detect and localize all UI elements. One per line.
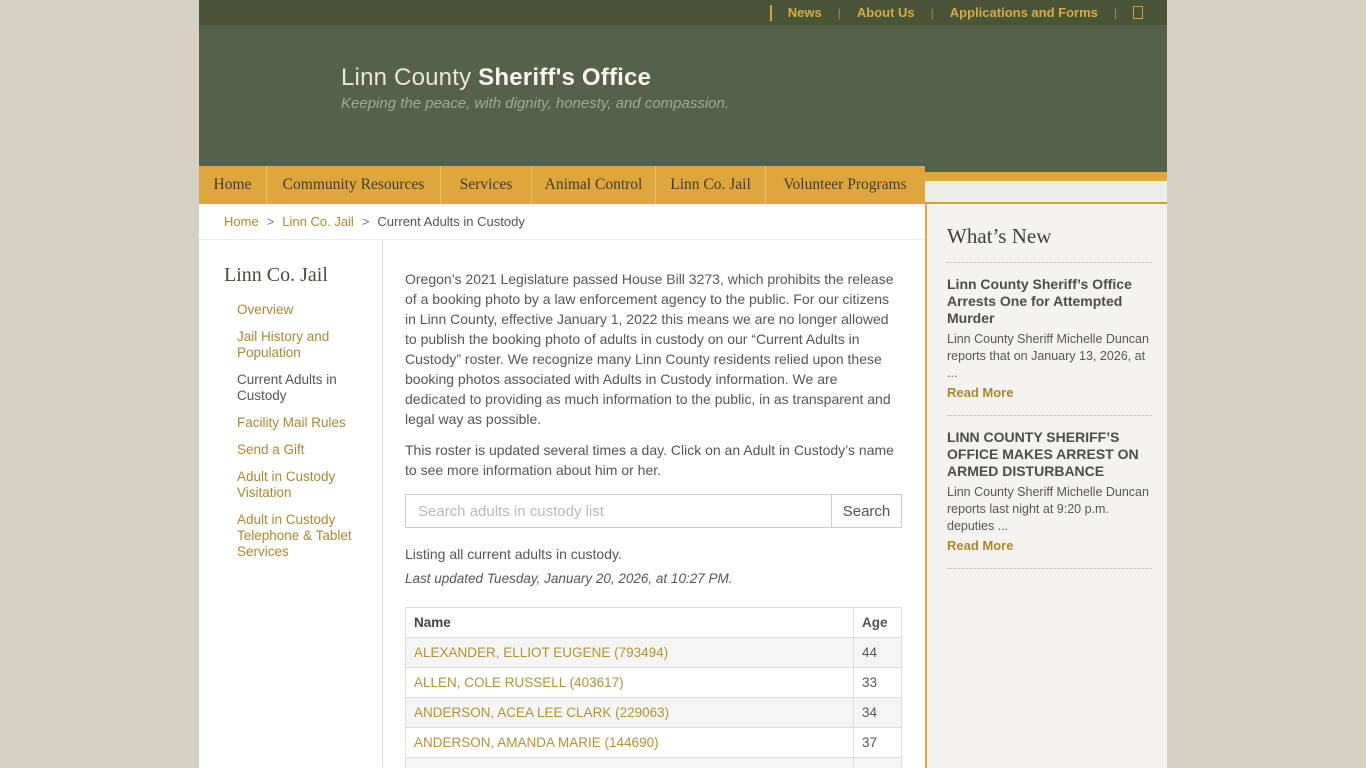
content-row (199, 204, 1167, 768)
nav-tab-volunteer-programs[interactable]: Volunteer Programs (783, 176, 907, 193)
inmate-age: 33 (854, 668, 902, 698)
breadcrumb (199, 204, 925, 240)
inmate-age: 37 (854, 728, 902, 758)
table-row (406, 698, 902, 728)
nav-tab-linn-co-jail[interactable]: Linn Co. Jail (656, 166, 766, 204)
breadcrumb-separator: > (361, 214, 370, 229)
table-header-age: Age (854, 608, 902, 638)
topbar-separator: | (930, 5, 934, 20)
read-more-link[interactable]: Read More (947, 538, 1014, 553)
custody-search-input[interactable] (405, 494, 832, 528)
inmate-age: 34 (854, 698, 902, 728)
news-item (947, 276, 1152, 402)
topbar-link-applications-forms[interactable]: Applications and Forms (949, 5, 1098, 20)
jail-menu-send-a-gift[interactable]: Send a Gift (237, 442, 305, 457)
table-row (406, 638, 902, 668)
news-item-title: Linn County Sheriff’s Office Arrests One for Attempted Murder (947, 276, 1132, 326)
inmate-link[interactable]: ANDERSON, ACEA LEE CLARK (229063) (414, 705, 670, 720)
whats-new-title: What’s New (947, 224, 1052, 248)
read-more-link[interactable]: Read More (947, 385, 1014, 400)
square-glyph-icon[interactable] (1133, 6, 1143, 19)
inmate-link[interactable]: ALLEN, COLE RUSSELL (403617) (414, 675, 624, 690)
main-content-area (199, 204, 925, 768)
nav-tab-animal-control[interactable]: Animal Control (532, 166, 656, 204)
brand-block (199, 25, 1167, 112)
nav-row (199, 166, 1167, 204)
jail-menu-visitation[interactable]: Adult in Custody Visitation (237, 469, 336, 500)
content-columns (199, 240, 925, 767)
listing-status-text: Listing all current adults in custody. (405, 546, 622, 562)
dotted-divider (947, 568, 1152, 569)
site-tagline: Keeping the peace, with dignity, honesty, and compassion. (341, 95, 730, 112)
inmate-age: 44 (854, 638, 902, 668)
site-title (341, 64, 1167, 92)
breadcrumb-home[interactable]: Home (224, 214, 259, 229)
topbar-link-news[interactable]: News (787, 5, 822, 20)
breadcrumb-separator: > (266, 214, 275, 229)
dotted-divider (947, 415, 1152, 416)
main-nav (199, 166, 925, 204)
table-header-row (406, 608, 902, 638)
jail-section-menu (199, 240, 383, 767)
jail-menu-title: Linn Co. Jail (224, 264, 328, 286)
site-title-regular: Linn County (341, 64, 472, 91)
custody-table (405, 607, 902, 768)
topbar-separator: | (837, 5, 841, 20)
news-item-excerpt: Linn County Sheriff Michelle Duncan reports last night at 9:20 p.m. deputies ... (947, 485, 1149, 533)
jail-menu-current-adults[interactable]: Current Adults in Custody (237, 372, 337, 403)
site-title-bold: Sheriff's Office (478, 64, 652, 91)
nav-right-decoration (925, 166, 1167, 204)
table-header-name: Name (406, 608, 854, 638)
topbar-divider-rule (770, 5, 772, 21)
jail-menu-overview[interactable]: Overview (237, 302, 294, 317)
roster-paragraph: This roster is updated several times a day. Click on an Adult in Custody’s name to see more information about him or her. (405, 442, 894, 478)
news-item (947, 429, 1152, 555)
table-row-partial (406, 758, 902, 768)
news-item-title: LINN COUNTY SHERIFF’S OFFICE MAKES ARREST ON ARMED DISTURBANCE (947, 429, 1139, 479)
breadcrumb-current-page: Current Adults in Custody (377, 214, 525, 229)
topbar-link-about-us[interactable]: About Us (856, 5, 915, 20)
whats-new-sidebar (925, 204, 1167, 768)
topbar-separator: | (1113, 5, 1117, 20)
nav-tab-community-resources[interactable]: Community Resources (267, 166, 441, 204)
breadcrumb-linn-co-jail[interactable]: Linn Co. Jail (282, 214, 354, 229)
intro-paragraph: Oregon’s 2021 Legislature passed House Bill 3273, which prohibits the release of a booking photo by a law enforcement agency to the public. For our citizens in Linn County, effective January 1, 2022 this means we are no longer allowed to publish the booking photo of adults in custody on our “Current Adults in Custody” roster. We recognize many Linn County residents relied upon these booking photos associated with Adults in Custody information. We are dedicated to providing as much information to the public, in as transparent and legal way as possible. (405, 271, 894, 427)
decor-gray-strip (925, 181, 1167, 202)
inmate-link[interactable]: ANDERSON, AMANDA MARIE (144690) (414, 735, 659, 750)
jail-menu-telephone-tablet[interactable]: Adult in Custody Telephone & Tablet Services (237, 512, 352, 559)
custody-search-button[interactable]: Search (832, 494, 902, 528)
dotted-divider (947, 262, 1152, 263)
site-header (199, 0, 1167, 166)
utility-topbar (199, 0, 1167, 25)
decor-gold-strip (925, 172, 1167, 181)
table-row (406, 728, 902, 758)
nav-tab-services[interactable]: Services (441, 166, 532, 204)
jail-menu-history-population[interactable]: Jail History and Population (237, 329, 330, 360)
last-updated-text: Last updated Tuesday, January 20, 2026, at 10:27 PM. (405, 571, 733, 586)
jail-menu-facility-mail-rules[interactable]: Facility Mail Rules (237, 415, 346, 430)
custody-search (405, 494, 902, 528)
article-body (383, 240, 925, 767)
site-container (199, 0, 1167, 768)
inmate-link[interactable]: ALEXANDER, ELLIOT EUGENE (793494) (414, 645, 669, 660)
news-item-excerpt: Linn County Sheriff Michelle Duncan reports that on January 13, 2026, at ... (947, 332, 1149, 380)
table-row (406, 668, 902, 698)
nav-tab-home[interactable]: Home (199, 166, 267, 204)
